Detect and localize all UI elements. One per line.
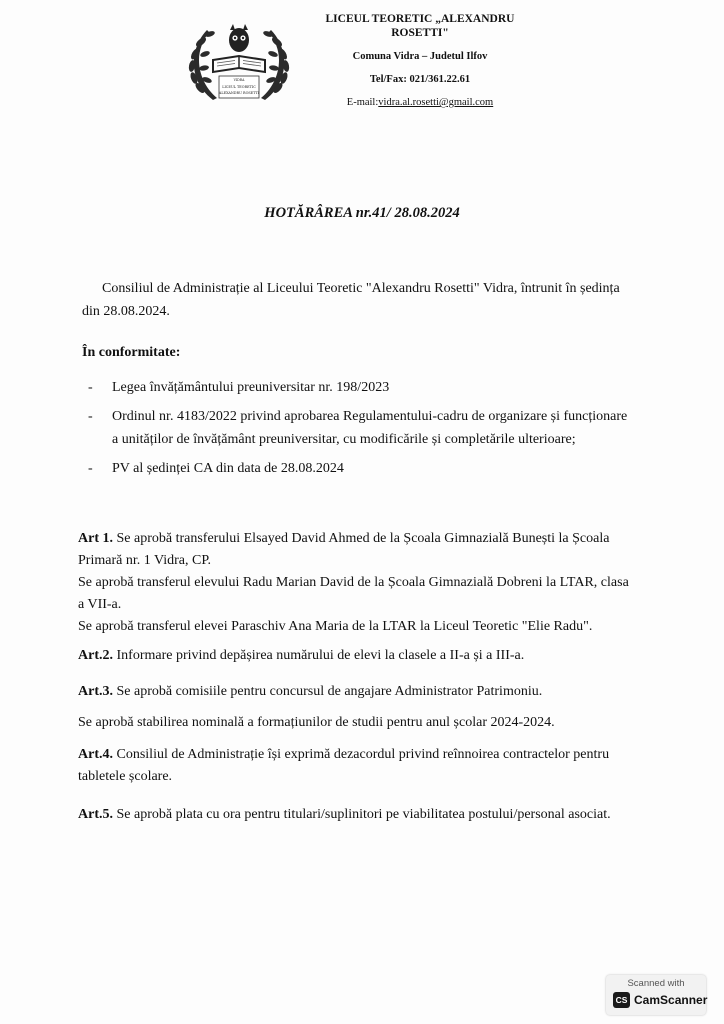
badge-brand: CamScanner [634, 993, 708, 1007]
article-1-text: Se aprobă transferului Elsayed David Ahmed de la Școala Gimnazială Bunești la Școala Primară nr. 1 Vidra, CP. [78, 531, 610, 568]
article-2-label: Art.2. [78, 648, 113, 663]
dash-bullet: - [88, 380, 93, 395]
article-1 [78, 528, 638, 638]
article-3 [78, 681, 638, 703]
school-address: Comuna Vidra – Judetul Ilfov [352, 51, 488, 62]
dash-bullet: - [88, 409, 93, 424]
article-4-text: Consiliul de Administrație își exprimă dezacordul privind reînnoirea contractelor pentru tabletele școlare. [78, 747, 610, 784]
article-3-label: Art.3. [78, 684, 113, 699]
camscanner-logo-icon: CS [613, 992, 630, 1008]
list-item [88, 376, 628, 399]
article-2-text: Informare privind depășirea numărului de elevi la clasele a II-a și a III-a. [116, 648, 525, 663]
badge-caption: Scanned with [627, 978, 685, 989]
list-item-text: PV al ședinței CA din data de 28.08.2024 [112, 461, 344, 476]
article-4 [78, 744, 638, 788]
conformity-heading: În conformitate: [82, 345, 181, 360]
article-2 [78, 645, 638, 667]
emblem-text-line1: LICEUL TEORETIC [222, 85, 256, 89]
emblem-text-top: VIDRA [233, 78, 245, 82]
article-5 [78, 804, 638, 826]
school-phone: Tel/Fax: 021/361.22.61 [369, 74, 471, 85]
intro-paragraph: Consiliul de Administrație al Liceului Teoretic "Alexandru Rosetti" Vidra, întrunit în ședința din 28.08.2024. [82, 281, 620, 319]
camscanner-badge [606, 975, 706, 1015]
school-emblem-icon [183, 14, 295, 106]
list-item [88, 457, 628, 480]
email-label: E-mail: [346, 97, 379, 108]
article-3-extra: Se aprobă stabilirea nominală a formațiunilor de studii pentru anul școlar 2024-2024. [78, 715, 555, 730]
list-item-text: Ordinul nr. 4183/2022 privind aprobarea Regulamentului-cadru de organizare și funcționare a unităților de învățământ preuniversitar, cu modificările și completările ulterioare; [112, 409, 628, 447]
article-1-text-3: Se aprobă transferul elevei Paraschiv Ana Maria de la LTAR la Liceul Teoretic "Elie Radu". [78, 619, 593, 634]
article-1-label: Art 1. [78, 531, 113, 546]
article-1-text-2: Se aprobă transferul elevului Radu Marian David de la Școala Gimnazială Dobreni la LTAR, clasa a VII-a. [78, 575, 629, 612]
document-title: HOTĂRÂREA nr.41/ 28.08.2024 [264, 205, 460, 221]
article-4-label: Art.4. [78, 747, 113, 762]
dash-bullet: - [88, 461, 93, 476]
school-name: LICEUL TEORETIC „ALEXANDRU ROSETTI" [325, 13, 515, 39]
letterhead [300, 12, 540, 110]
conformity-list [88, 376, 628, 486]
email-link[interactable]: vidra.al.rosetti@gmail.com [378, 97, 494, 108]
school-email [300, 96, 540, 110]
list-item [88, 405, 628, 451]
article-5-text: Se aprobă plata cu ora pentru titulari/suplinitori pe viabilitatea postului/personal asociat. [116, 807, 611, 822]
list-item-text: Legea învățământului preuniversitar nr. 198/2023 [112, 380, 390, 395]
article-5-label: Art.5. [78, 807, 113, 822]
article-3-text: Se aprobă comisiile pentru concursul de angajare Administrator Patrimoniu. [116, 684, 543, 699]
emblem-text-line2: ALEXANDRU ROSETTI [218, 91, 260, 95]
